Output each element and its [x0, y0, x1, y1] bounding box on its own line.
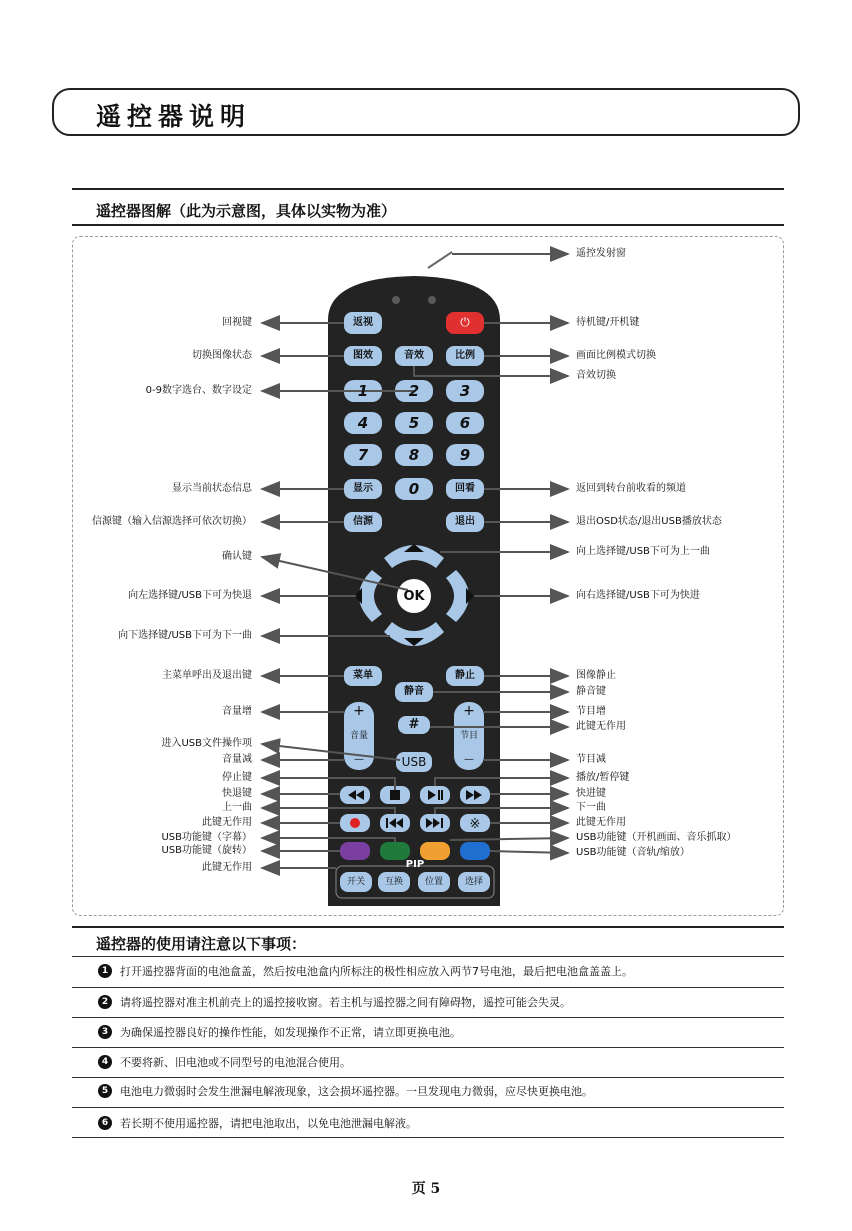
label-purple-key: USB功能键（旋转）	[161, 845, 252, 856]
volume-minus: —	[354, 754, 364, 765]
return-key-label: 返视	[353, 317, 373, 328]
label-left-key: 向左选择键/USB下可为快退	[128, 590, 252, 601]
note-text: 电池电力微弱时会发生泄漏电解液现象，这会损坏遥控器。一旦发现电力微弱，应尽快更换电池。	[120, 1085, 593, 1098]
label-ir-window: 遥控发射窗	[576, 248, 626, 259]
purple-key	[340, 842, 370, 860]
label-freeze-key: 图像静止	[576, 670, 616, 681]
label-display-info: 显示当前状态信息	[172, 483, 252, 494]
pip-on-off-label: 开关	[346, 877, 365, 887]
note-divider	[72, 1077, 784, 1078]
note-item	[98, 1115, 417, 1131]
label-down-key: 向下选择键/USB下可为下一曲	[118, 630, 252, 641]
green-key	[380, 842, 410, 860]
label-previous-key: 上一曲	[222, 802, 252, 813]
label-picture-mode: 切换图像状态	[192, 350, 252, 361]
label-up-key: 向上选择键/USB下可为上一曲	[576, 546, 710, 557]
label-ratio-key: 画面比例模式切换	[576, 350, 656, 361]
label-asterisk-key: 此键无作用	[576, 817, 626, 828]
volume-label: 音量	[349, 731, 368, 741]
label-exit-key: 退出OSD状态/退出USB播放状态	[576, 516, 722, 527]
note-number: 6	[98, 1116, 112, 1130]
label-return-key: 回视键	[222, 317, 252, 328]
notes-rule	[72, 956, 784, 957]
label-rewind-key: 快退键	[222, 788, 252, 799]
label-ok-key: 确认键	[222, 551, 252, 562]
label-hash-key: 此键无作用	[576, 721, 626, 732]
digit-9: 9	[459, 446, 471, 464]
mute-key-label: 静音	[404, 686, 424, 697]
yellow-key	[420, 842, 450, 860]
page-number: 页 5	[411, 1181, 441, 1197]
note-divider	[72, 1137, 784, 1138]
label-record-key: 此键无作用	[202, 817, 252, 828]
digit-8: 8	[408, 446, 420, 464]
notes-rule-top	[72, 926, 784, 928]
note-number: 3	[98, 1025, 112, 1039]
note-number: 5	[98, 1084, 112, 1098]
label-blue-key: USB功能键（音轨/缩放）	[576, 847, 690, 858]
label-play-pause-key: 播放/暂停键	[576, 772, 630, 783]
svg-text:※: ※	[469, 817, 481, 832]
note-text: 若长期不使用遥控器，请把电池取出，以免电池泄漏电解液。	[120, 1117, 417, 1130]
note-divider	[72, 1107, 784, 1108]
label-fast-forward-key: 快进键	[576, 788, 606, 799]
pip-swap-label: 互换	[384, 877, 403, 887]
note-text: 为确保遥控器良好的操作性能，如发现操作不正常，请立即更换电池。	[120, 1026, 461, 1039]
note-divider	[72, 1047, 784, 1048]
label-channel-down: 节目减	[576, 754, 606, 765]
note-text: 打开遥控器背面的电池盒盖，然后按电池盒内所标注的极性相应放入两节7号电池，最后把电池盒盖盖上。	[120, 965, 633, 978]
blue-key	[460, 842, 490, 860]
label-menu-key: 主菜单呼出及退出键	[162, 670, 252, 681]
digit-2: 2	[408, 382, 420, 400]
pip-select-label: 选择	[464, 877, 483, 887]
note-number: 2	[98, 995, 112, 1009]
menu-key-label: 菜单	[353, 670, 373, 681]
source-key-label: 信源	[353, 516, 373, 527]
label-recall-key: 返回到转台前收看的频道	[576, 483, 686, 494]
label-usb-key: 进入USB文件操作项	[161, 738, 252, 749]
note-item	[98, 994, 571, 1010]
label-green-key: USB功能键（字幕）	[161, 832, 252, 843]
digit-7: 7	[357, 446, 369, 464]
label-sound-key: 音效切换	[576, 370, 616, 381]
hash-key-label: #	[408, 717, 420, 732]
label-next-key: 下一曲	[576, 802, 606, 813]
note-number: 4	[98, 1055, 112, 1069]
label-volume-up: 音量增	[222, 706, 252, 717]
channel-label: 节目	[459, 731, 478, 741]
note-text: 不要将新、旧电池或不同型号的电池混合使用。	[120, 1056, 351, 1069]
ratio-key-label: 比例	[455, 350, 475, 361]
page-title: 遥控器说明	[96, 102, 252, 131]
note-number: 1	[98, 964, 112, 978]
freeze-key-label: 静止	[455, 670, 475, 681]
pip-position-label: 位置	[424, 877, 443, 887]
recall-key-label: 回看	[455, 483, 475, 494]
label-digit-keys: 0-9数字选台、数字设定	[145, 385, 252, 396]
label-mute-key: 静音键	[576, 686, 606, 697]
display-key-label: 显示	[353, 483, 373, 494]
note-item	[98, 1083, 593, 1099]
sound-key-label: 音效	[404, 350, 424, 361]
label-right-key: 向右选择键/USB下可为快进	[576, 590, 700, 601]
label-power-key: 待机键/开机键	[576, 317, 640, 328]
volume-plus: +	[353, 703, 365, 719]
usb-key-label: USB	[401, 755, 427, 769]
digit-5: 5	[408, 414, 420, 432]
channel-plus: +	[463, 703, 475, 719]
pip-label: PIP	[405, 859, 425, 870]
power-icon: ⏻	[460, 315, 470, 329]
picture-key-label: 图效	[353, 350, 373, 361]
note-text: 请将遥控器对准主机前壳上的遥控接收窗。若主机与遥控器之间有障碍物，遥控可能会失灵。	[120, 996, 571, 1009]
label-source-key: 信源键（输入信源选择可依次切换）	[92, 516, 252, 527]
digit-4: 4	[357, 414, 369, 432]
label-channel-up: 节目增	[576, 706, 606, 717]
note-item	[98, 1054, 351, 1070]
label-pip-keys: 此键无作用	[202, 862, 252, 873]
label-yellow-key: USB功能键（开机画面、音乐抓取）	[576, 832, 737, 843]
notes-title: 遥控器的使用请注意以下事项：	[96, 935, 307, 953]
note-item	[98, 1024, 461, 1040]
note-divider	[72, 987, 784, 988]
ok-key-label: OK	[403, 589, 425, 604]
label-volume-down: 音量减	[222, 754, 252, 765]
digit-3: 3	[459, 382, 471, 400]
label-stop-key: 停止键	[222, 772, 252, 783]
section-title: 遥控器图解（此为示意图，具体以实物为准）	[96, 202, 397, 220]
digit-6: 6	[459, 414, 471, 432]
note-divider	[72, 1017, 784, 1018]
digit-1: 1	[357, 382, 369, 400]
note-item	[98, 963, 633, 979]
exit-key-label: 退出	[455, 516, 475, 527]
digit-0: 0	[408, 480, 420, 498]
channel-minus: —	[464, 754, 474, 765]
